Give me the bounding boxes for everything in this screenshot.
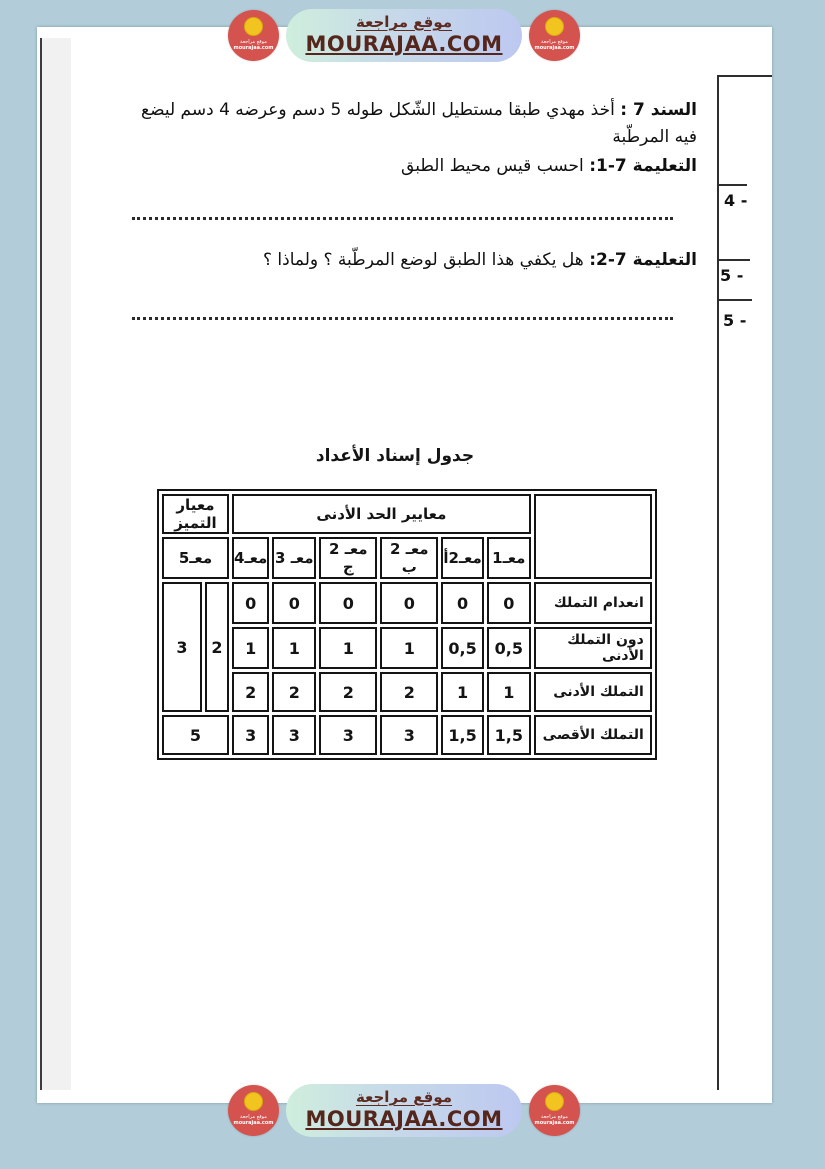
mourajaa-banner-bottom (228, 1081, 580, 1139)
score-box-border (717, 259, 750, 261)
margin-score-4: 4 - (724, 191, 748, 210)
score-column-line (717, 75, 719, 1090)
header-crit-2c: معـ 2 ج (319, 537, 377, 579)
table-cell: 3 (319, 715, 377, 755)
excellence-sub-cell-left: 3 (162, 582, 202, 712)
instruction-7-1-label: التعليمة 7-1: (589, 156, 697, 176)
row-label-below-min-mastery: دون التملك الأدنى (534, 627, 652, 669)
exercise-7-text: أخذ مهدي طبقا مستطيل الشّكل طوله 5 دسم وعرضه 4 دسم ليضع فيه المرطّبة (141, 100, 697, 147)
logo-icon (244, 17, 263, 36)
table-cell: 3 (380, 715, 438, 755)
mourajaa-logo-badge (529, 10, 580, 61)
mourajaa-logo-badge (228, 1085, 279, 1136)
table-cell: 0 (319, 582, 377, 624)
logo-icon (545, 1092, 564, 1111)
excellence-max-cell: 5 (162, 715, 229, 755)
mourajaa-logo-badge (529, 1085, 580, 1136)
banner-site-name-ar: موقع مراجعة (355, 13, 453, 31)
header-excellence-criterion: معيار التميز (162, 494, 229, 534)
margin-score-5b: 5 - (723, 311, 747, 330)
table-cell: 3 (272, 715, 316, 755)
header-crit-5: معـ5 (162, 537, 229, 579)
table-cell: 0 (380, 582, 438, 624)
logo-icon (244, 1092, 263, 1111)
table-cell: 0 (272, 582, 316, 624)
badge-site-name-ar: موقع مراجعة (240, 1113, 267, 1120)
row-label-max-mastery: التملك الأقصى (534, 715, 652, 755)
banner-pill (286, 9, 522, 62)
row-label-no-mastery: انعدام التملك (534, 582, 652, 624)
banner-site-name-ar: موقع مراجعة (355, 1088, 453, 1106)
mourajaa-logo-badge (228, 10, 279, 61)
table-cell: 1 (232, 627, 269, 669)
grading-table-title: جدول إسناد الأعداد (315, 446, 475, 466)
instruction-7-2-text: هل يكفي هذا الطبق لوضع المرطّبة ؟ ولماذا ؟ (262, 250, 584, 270)
table-cell: 0,5 (487, 627, 531, 669)
badge-site-domain: mourajaa.com (534, 44, 575, 51)
score-box-border (717, 75, 772, 77)
header-crit-4: معـ4 (232, 537, 269, 579)
instruction-7-2-label: التعليمة 7-2: (589, 250, 697, 270)
mourajaa-banner-top (228, 6, 580, 64)
table-cell: 0 (232, 582, 269, 624)
margin-score-5a: 5 - (720, 266, 744, 285)
table-cell: 1,5 (487, 715, 531, 755)
badge-site-name-ar: موقع مراجعة (541, 1113, 568, 1120)
table-cell: 1 (441, 672, 483, 712)
exercise-7-label: السند 7 : (620, 100, 697, 120)
table-cell: 1 (487, 672, 531, 712)
table-cell: 1,5 (441, 715, 483, 755)
header-min-criteria: معايير الحد الأدنى (232, 494, 531, 534)
badge-site-domain: mourajaa.com (233, 1119, 274, 1126)
badge-site-domain: mourajaa.com (233, 44, 274, 51)
grading-table (157, 489, 657, 760)
answer-dotted-line-1 (132, 217, 673, 220)
table-cell: 2 (232, 672, 269, 712)
table-cell: 3 (232, 715, 269, 755)
table-cell: 2 (380, 672, 438, 712)
banner-site-domain: MOURAJAA.COM (305, 32, 503, 56)
instruction-7-1-line (132, 153, 697, 180)
table-cell: 1 (272, 627, 316, 669)
instruction-7-2-line (132, 247, 697, 274)
table-cell: 1 (319, 627, 377, 669)
badge-site-name-ar: موقع مراجعة (541, 38, 568, 45)
header-crit-3: معـ 3 (272, 537, 316, 579)
header-crit-2a: معـ2أ (441, 537, 483, 579)
badge-site-name-ar: موقع مراجعة (240, 38, 267, 45)
table-cell: 0 (487, 582, 531, 624)
table-cell: 2 (272, 672, 316, 712)
table-corner-cell (534, 494, 652, 579)
score-box-border (717, 299, 752, 301)
header-crit-2b: معـ 2 ب (380, 537, 438, 579)
table-cell: 0 (441, 582, 483, 624)
table-cell: 2 (319, 672, 377, 712)
table-cell: 0,5 (441, 627, 483, 669)
row-label-min-mastery: التملك الأدنى (534, 672, 652, 712)
banner-site-domain: MOURAJAA.COM (305, 1107, 503, 1131)
page-scan-edge (40, 38, 71, 1090)
score-box-border (717, 184, 747, 186)
exercise-7-line (132, 97, 697, 151)
badge-site-domain: mourajaa.com (534, 1119, 575, 1126)
document-page (37, 27, 772, 1103)
excellence-sub-cell-right: 2 (205, 582, 229, 712)
header-crit-1: معـ1 (487, 537, 531, 579)
banner-pill (286, 1084, 522, 1137)
instruction-7-1-text: احسب قيس محيط الطبق (401, 156, 584, 176)
logo-icon (545, 17, 564, 36)
answer-dotted-line-2 (132, 317, 673, 320)
table-cell: 1 (380, 627, 438, 669)
